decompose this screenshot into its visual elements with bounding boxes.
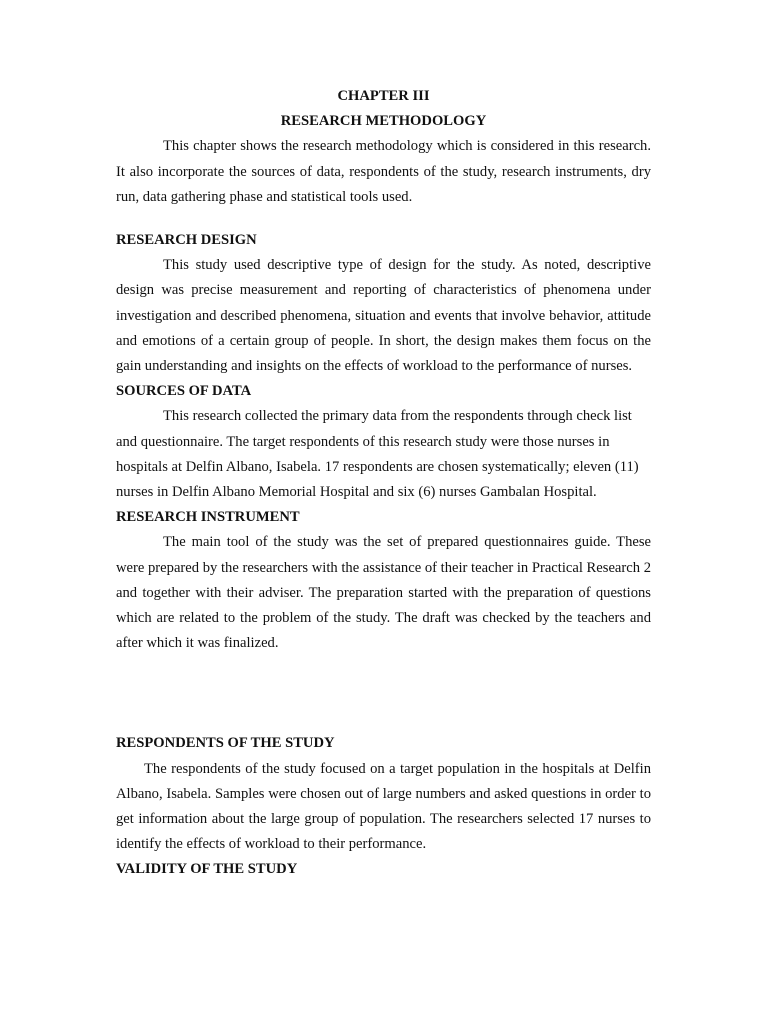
research-instrument-heading: RESEARCH INSTRUMENT bbox=[116, 509, 300, 526]
validity-heading: VALIDITY OF THE STUDY bbox=[116, 861, 298, 878]
sources-of-data-heading: SOURCES OF DATA bbox=[116, 383, 252, 400]
document-page bbox=[116, 84, 651, 883]
chapter-label: CHAPTER III bbox=[337, 88, 430, 104]
respondents-heading: RESPONDENTS OF THE STUDY bbox=[116, 735, 335, 752]
research-design-heading: RESEARCH DESIGN bbox=[116, 232, 257, 249]
chapter-title: RESEARCH METHODOLOGY bbox=[280, 113, 487, 130]
sources-of-data-paragraph: This research collected the primary data from the respondents through check list and questionnaire. The target respondents of this research study were those nurses in hospitals at Delfin Albano, Isabela. 17 respondents are chosen systematically; eleven (11) nurses in Delfin Albano Memorial Hospital and six (6) nurses Gambalan Hospital. bbox=[116, 408, 639, 501]
intro-paragraph: This chapter shows the research methodology which is considered in this research. It also incorporate the sources of data, respondents of the study, research instruments, dry run, data gathering phase and statistical tools used. bbox=[116, 138, 651, 205]
respondents-paragraph: The respondents of the study focused on a target population in the hospitals at Delfin Albano, Isabela. Samples were chosen out of large numbers and asked questions in order to get information about the large group of population. The researchers selected 17 nurses to identify the effects of workload to their performance. bbox=[116, 760, 651, 853]
research-instrument-paragraph: The main tool of the study was the set of prepared questionnaires guide. These were prepared by the researchers with the assistance of their teacher in Practical Research 2 and together with their adviser. The preparation started with the preparation of questions which are related to the problem of the study. The draft was checked by the teachers and after which it was finalized. bbox=[116, 534, 651, 652]
research-design-paragraph: This study used descriptive type of design for the study. As noted, descriptive design was precise measurement and reporting of characteristics of phenomena under investigation and described phenomena, situation and events that involve behavior, attitude and emotions of a certain group of people. In short, the design makes them focus on the gain understanding and insights on the effects of workload to the performance of nurses. bbox=[116, 257, 651, 375]
